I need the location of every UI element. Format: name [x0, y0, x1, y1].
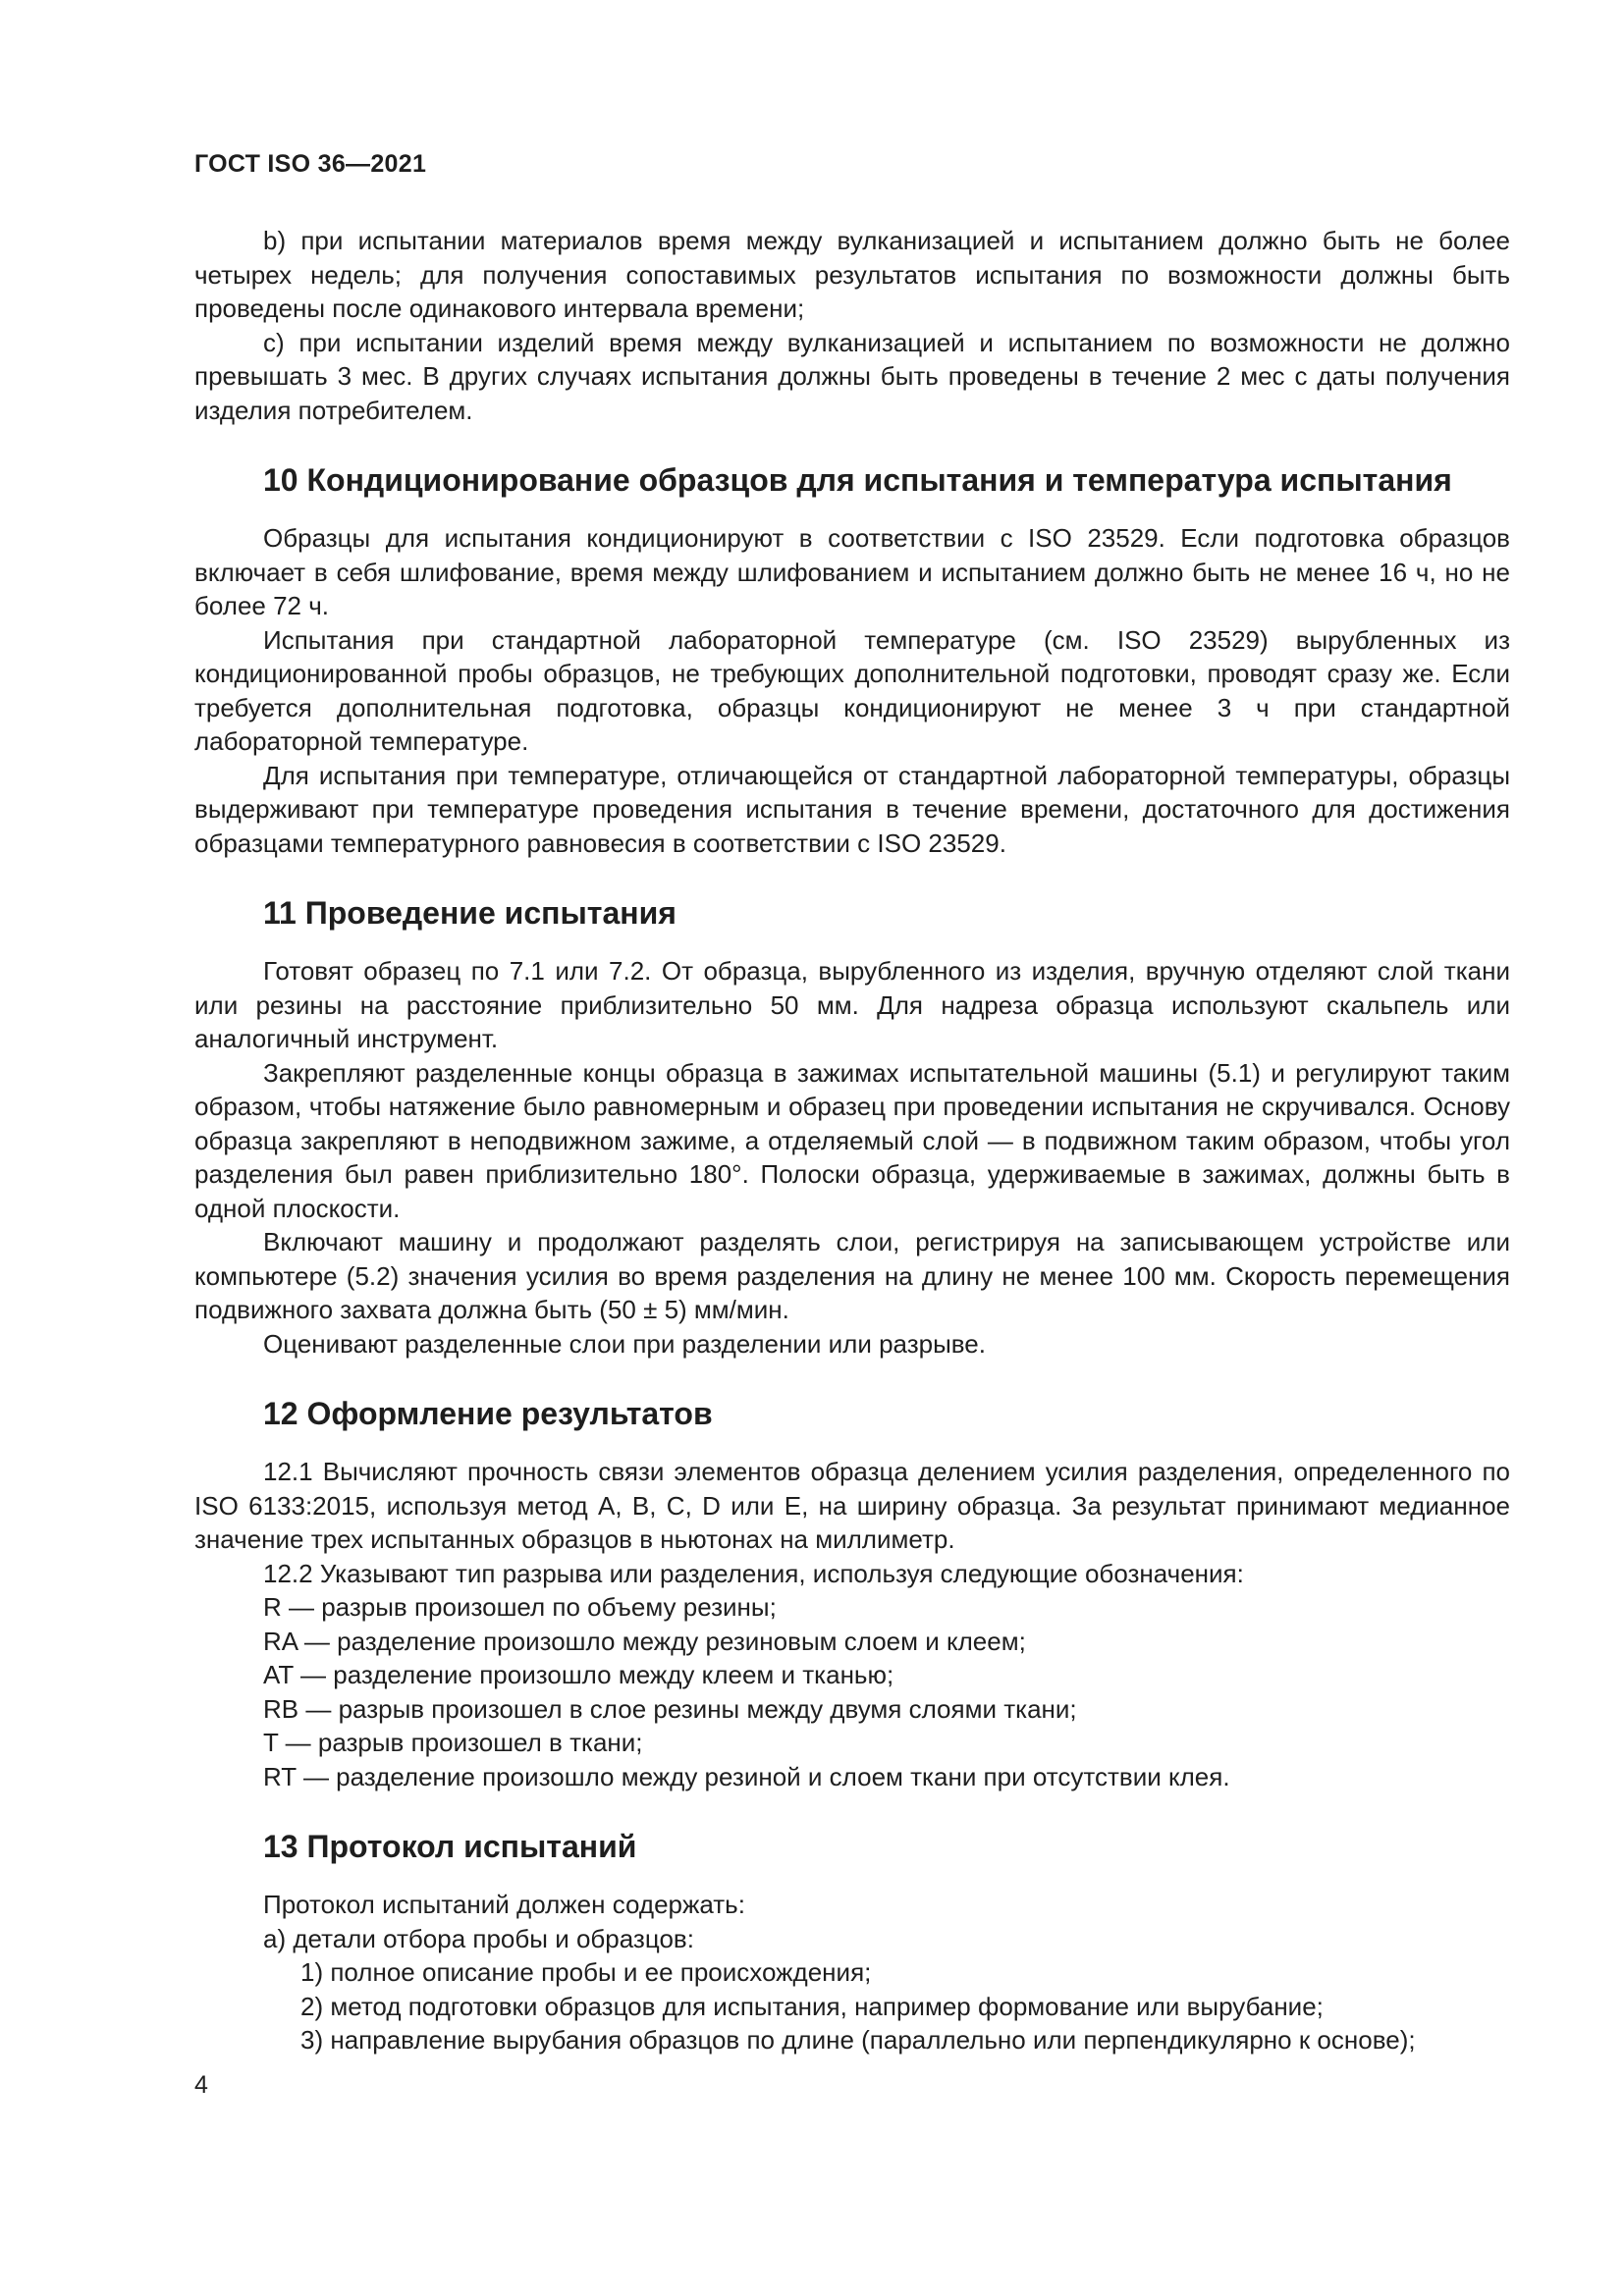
code-item-t: T — разрыв произошел в ткани;: [263, 1728, 643, 1757]
section-11-paragraph-4: Оценивают разделенные слои при разделении или разрыве.: [263, 1328, 986, 1359]
section-13-item-a: а) детали отбора пробы и образцов:: [263, 1923, 694, 1953]
section-13-subitem-1: 1) полное описание пробы и ее происхождения;: [300, 1957, 872, 1987]
section-11-title: 11 Проведение испытания: [263, 895, 677, 931]
code-item-rb: RB — разрыв произошел в слое резины между двумя слоями ткани;: [263, 1693, 1077, 1724]
section-12-title: 12 Оформление результатов: [263, 1396, 713, 1431]
running-header: ГОСТ ISO 36—2021: [194, 150, 427, 178]
section-10-title: 10 Кондиционирование образцов для испытания и температура испытания: [263, 462, 1452, 498]
section-10-paragraph-1: Образцы для испытания кондиционируют в соответствии с ISO 23529. Если подготовка образцов включает в себя шлифование, время между шлифованием и испытанием должно быть не менее 16 ч, но не более 72 ч.: [194, 523, 1510, 620]
section-10-paragraph-3: Для испытания при температуре, отличающейся от стандартной лабораторной температуры, образцы выдерживают при температуре проведения испытания в течение времени, достаточного для достижения образцами температурного равновесия в соответствии с ISO 23529.: [194, 760, 1510, 858]
code-item-rt: RT — разделение произошло между резиной и слоем ткани при отсутствии клея.: [263, 1761, 1230, 1791]
section-13-subitem-3: 3) направление вырубания образцов по длине (параллельно или перпендикулярно к основе);: [300, 2025, 1416, 2055]
page-content: [194, 224, 1510, 2057]
code-item-ra: RA — разделение произошло между резиновым слоем и клеем;: [263, 1626, 1026, 1656]
section-12-2-paragraph: 12.2 Указывают тип разрыва или разделения, используя следующие обозначения:: [263, 1558, 1244, 1588]
list-item-b: b) при испытании материалов время между вулканизацией и испытанием должно быть не более четырех недель; для получения сопоставимых результатов испытания по возможности должны быть проведены после одинакового интервала времени;: [194, 226, 1510, 323]
section-13-intro: Протокол испытаний должен содержать:: [263, 1890, 745, 1919]
section-13-title: 13 Протокол испытаний: [263, 1829, 637, 1864]
section-11-paragraph-3: Включают машину и продолжают разделять слои, регистрируя на записывающем устройстве или компьютере (5.2) значения усилия во время разделения на длину не менее 100 мм. Скорость перемещения подвижного захвата должна быть (50 ± 5) мм/мин.: [194, 1227, 1510, 1324]
page-number: 4: [194, 2071, 208, 2099]
code-item-r: R — разрыв произошел по объему резины;: [263, 1592, 777, 1622]
section-11-paragraph-2: Закрепляют разделенные концы образца в зажимах испытательной машины (5.1) и регулируют таким образом, чтобы натяжение было равномерным и образец при проведении испытания не скручивался. Основу образца закрепляют в неподвижном зажиме, а отделяемый слой — в подвижном таким образом, чтобы угол разделения был равен приблизительно 180°. Полоски образца, удерживаемые в зажимах, должны быть в одной плоскости.: [194, 1057, 1510, 1223]
section-11-paragraph-1: Готовят образец по 7.1 или 7.2. От образца, вырубленного из изделия, вручную отделяют слой ткани или резины на расстояние приблизительно 50 мм. Для надреза образца используют скальпель или аналогичный инструмент.: [194, 956, 1510, 1053]
section-10-paragraph-2: Испытания при стандартной лабораторной температуре (см. ISO 23529) вырубленных из кондиционированной пробы образцов, не требующих дополнительной подготовки, проводят сразу же. Если требуется дополнительная подготовка, образцы кондиционируют не менее 3 ч при стандартной лабораторной температуре.: [194, 624, 1510, 756]
code-item-at: AT — разделение произошло между клеем и тканью;: [263, 1660, 894, 1689]
section-13-subitem-2: 2) метод подготовки образцов для испытания, например формование или вырубание;: [300, 1991, 1324, 2021]
section-12-1-paragraph: 12.1 Вычисляют прочность связи элементов образца делением усилия разделения, определенного по ISO 6133:2015, используя метод А, В, С, D или Е, на ширину образца. За результат принимают медианное значение трех испытанных образцов в ньютонах на миллиметр.: [194, 1457, 1510, 1554]
list-item-c: c) при испытании изделий время между вулканизацией и испытанием по возможности не должно превышать 3 мес. В других случаях испытания должны быть проведены в течение 2 мес с даты получения изделия потребителем.: [194, 327, 1510, 425]
